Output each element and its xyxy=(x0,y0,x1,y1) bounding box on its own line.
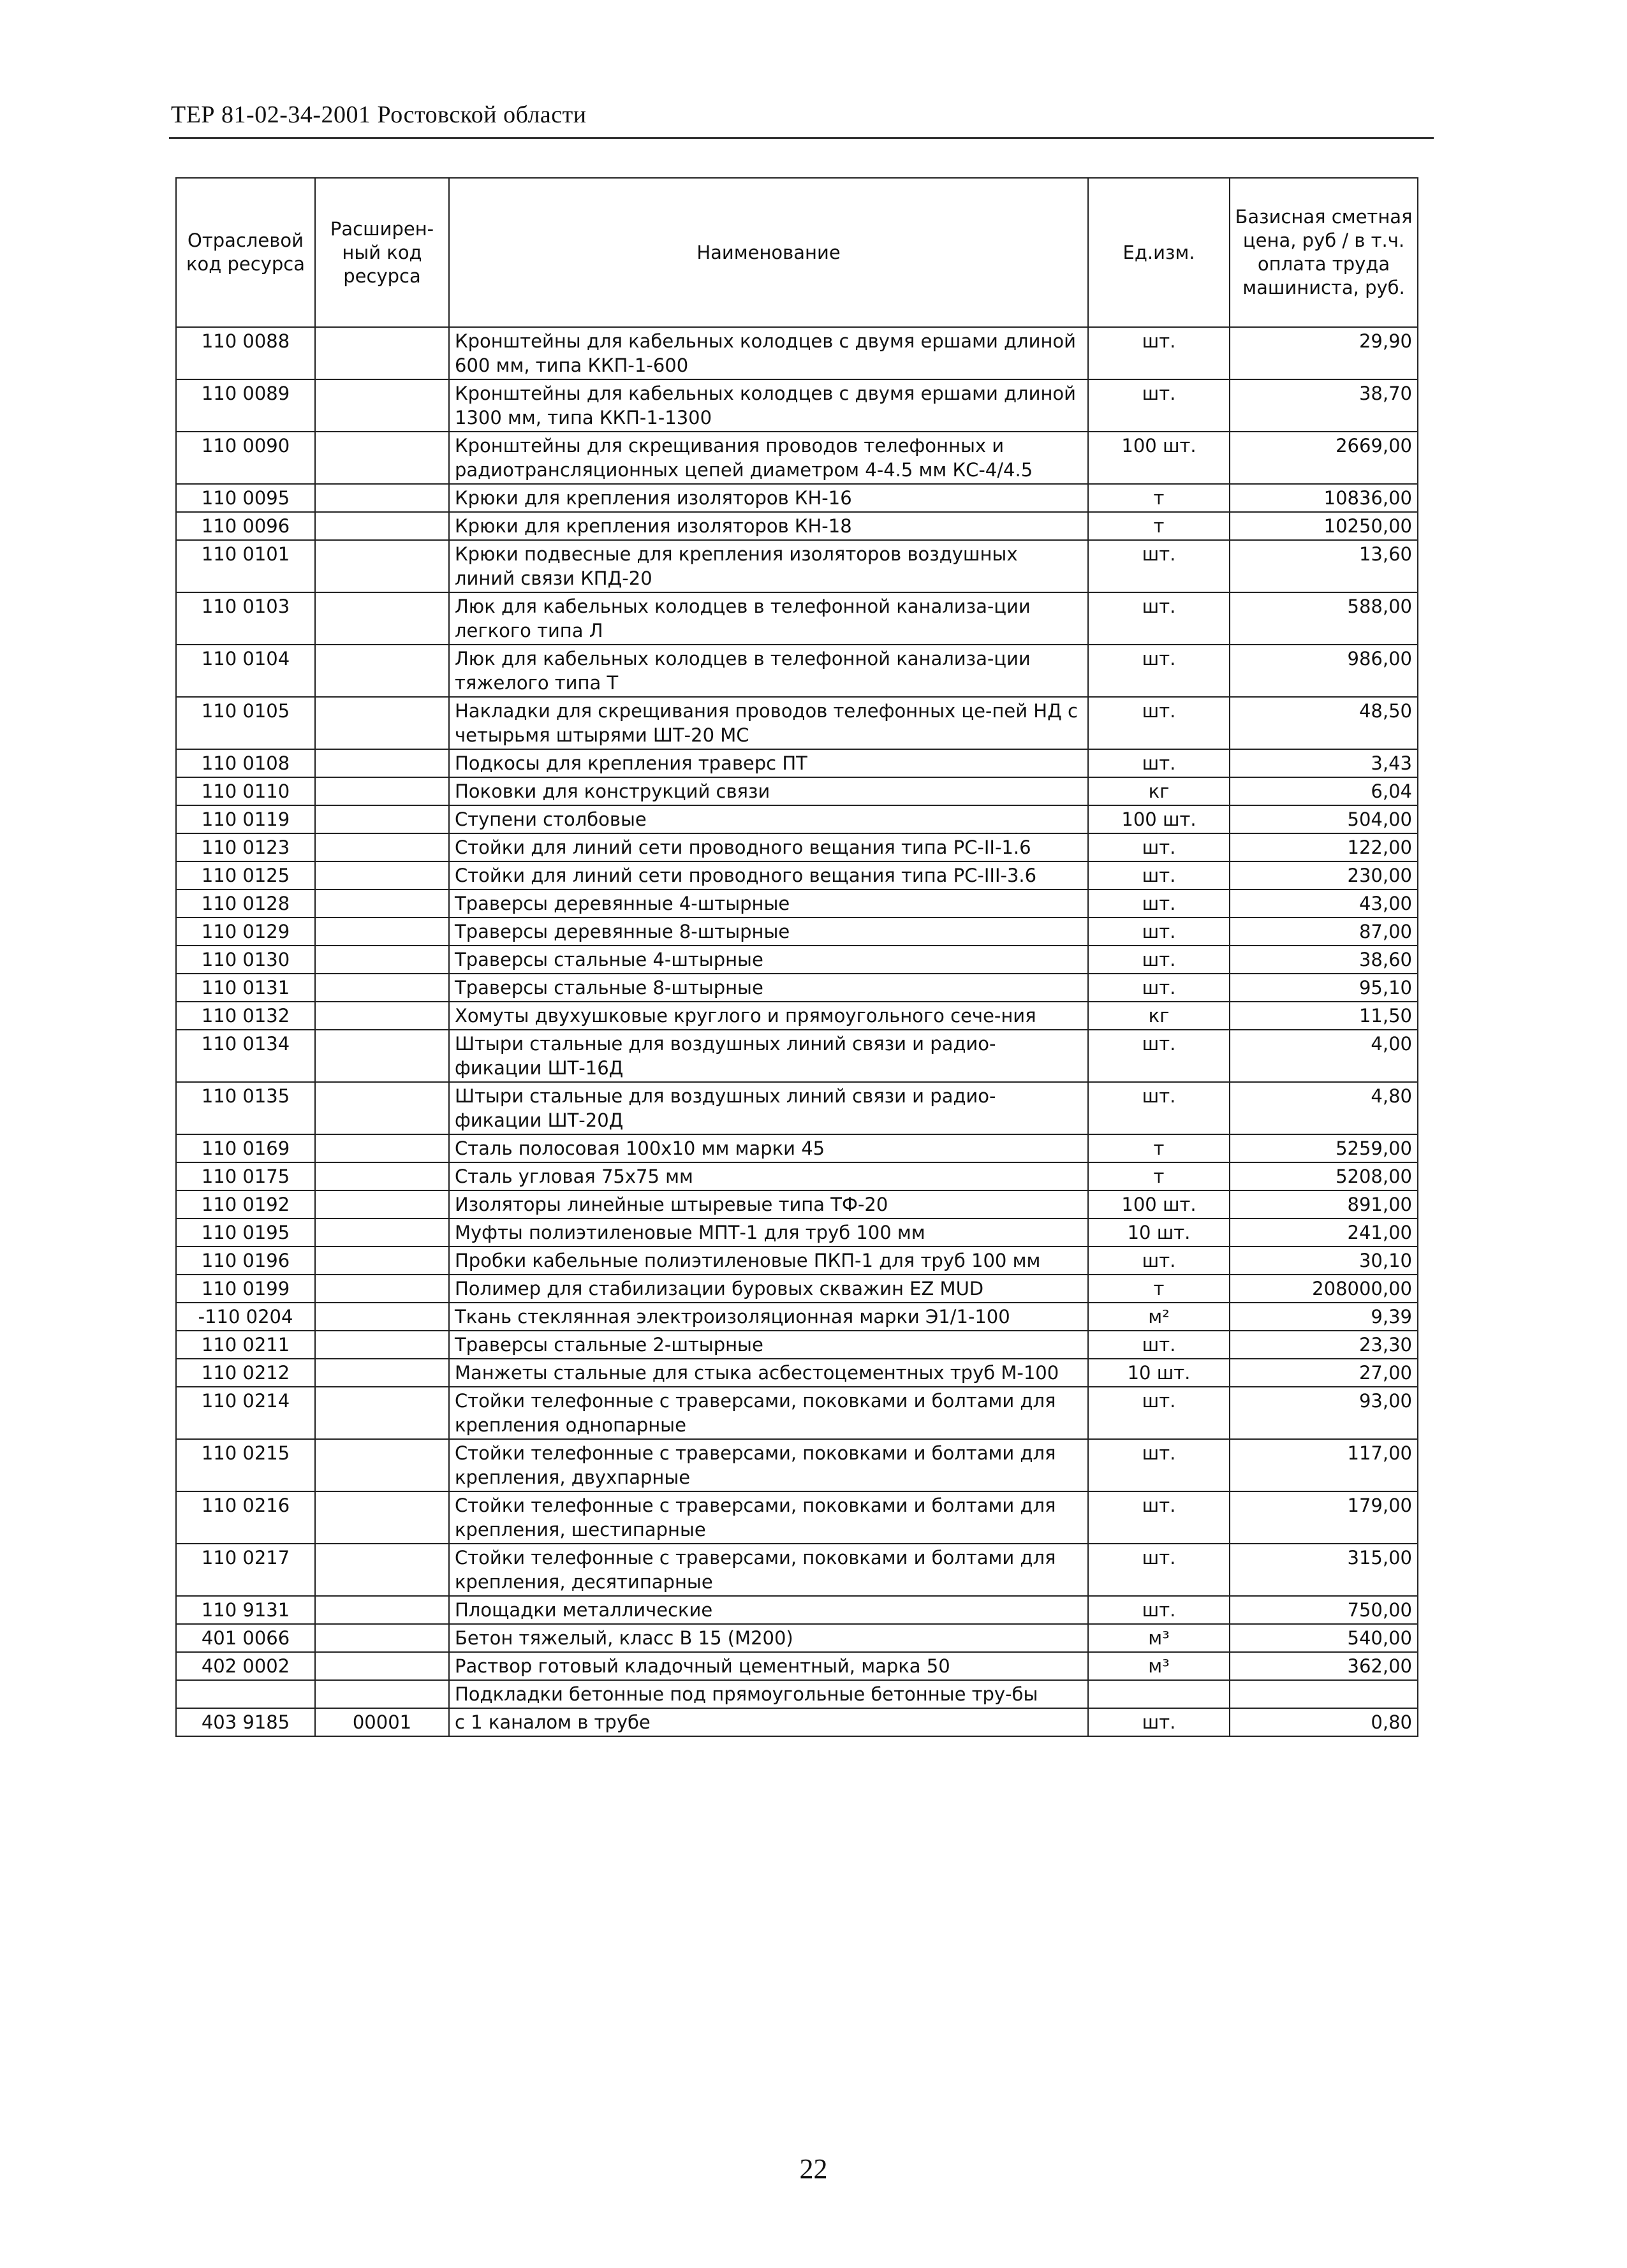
cell-name: Траверсы деревянные 4-штырные xyxy=(449,889,1088,918)
cell-industry-code: 110 0095 xyxy=(176,484,315,512)
cell-industry-code: 110 0192 xyxy=(176,1190,315,1218)
cell-name: Ступени столбовые xyxy=(449,805,1088,833)
cell-price: 0,80 xyxy=(1230,1708,1418,1736)
table-row xyxy=(176,1134,1418,1162)
table-row xyxy=(176,1652,1418,1680)
cell-industry-code: 110 0130 xyxy=(176,946,315,974)
table-row xyxy=(176,1162,1418,1190)
cell-unit: шт. xyxy=(1088,1491,1230,1544)
cell-industry-code: 110 0199 xyxy=(176,1275,315,1303)
cell-industry-code: 110 0125 xyxy=(176,861,315,889)
cell-price: 6,04 xyxy=(1230,777,1418,805)
cell-name: Площадки металлические xyxy=(449,1596,1088,1624)
cell-industry-code: 110 0104 xyxy=(176,645,315,697)
cell-unit: м³ xyxy=(1088,1652,1230,1680)
cell-price: 230,00 xyxy=(1230,861,1418,889)
cell-unit: шт. xyxy=(1088,1387,1230,1439)
table-row xyxy=(176,1218,1418,1247)
cell-name: Сталь угловая 75x75 мм xyxy=(449,1162,1088,1190)
cell-unit: шт. xyxy=(1088,974,1230,1002)
table-row xyxy=(176,1491,1418,1544)
cell-name: Кронштейны для скрещивания проводов телефонных и радиотрансляционных цепей диаметром 4-4.5 мм КС-4/4.5 xyxy=(449,432,1088,484)
table-row xyxy=(176,432,1418,484)
cell-industry-code: 110 0131 xyxy=(176,974,315,1002)
cell-price: 208000,00 xyxy=(1230,1275,1418,1303)
cell-unit: шт. xyxy=(1088,918,1230,946)
table-row xyxy=(176,592,1418,645)
cell-extended-code xyxy=(315,833,449,861)
cell-price: 2669,00 xyxy=(1230,432,1418,484)
cell-extended-code xyxy=(315,432,449,484)
table-row xyxy=(176,484,1418,512)
cell-unit: шт. xyxy=(1088,946,1230,974)
cell-unit: т xyxy=(1088,512,1230,540)
cell-name: Хомуты двухушковые круглого и прямоугольного сече-ния xyxy=(449,1002,1088,1030)
table-row xyxy=(176,974,1418,1002)
cell-extended-code xyxy=(315,889,449,918)
cell-unit: шт. xyxy=(1088,833,1230,861)
cell-name: Штыри стальные для воздушных линий связи и радио-фикации ШТ-20Д xyxy=(449,1082,1088,1134)
table-row xyxy=(176,1082,1418,1134)
cell-industry-code: 110 0195 xyxy=(176,1218,315,1247)
cell-extended-code xyxy=(315,592,449,645)
cell-extended-code xyxy=(315,1190,449,1218)
cell-name: Люк для кабельных колодцев в телефонной канализа-ции легкого типа Л xyxy=(449,592,1088,645)
cell-price: 10250,00 xyxy=(1230,512,1418,540)
cell-industry-code: 110 0096 xyxy=(176,512,315,540)
cell-name: Траверсы стальные 2-штырные xyxy=(449,1331,1088,1359)
cell-industry-code: 110 0212 xyxy=(176,1359,315,1387)
cell-name: Кронштейны для кабельных колодцев с двумя ершами длиной 600 мм, типа ККП-1-600 xyxy=(449,327,1088,379)
cell-price: 9,39 xyxy=(1230,1303,1418,1331)
cell-extended-code xyxy=(315,484,449,512)
cell-unit: т xyxy=(1088,484,1230,512)
table-row xyxy=(176,749,1418,777)
cell-industry-code: 110 0196 xyxy=(176,1247,315,1275)
cell-price: 95,10 xyxy=(1230,974,1418,1002)
cell-industry-code: 110 0119 xyxy=(176,805,315,833)
cell-industry-code: 110 0128 xyxy=(176,889,315,918)
page-number: 22 xyxy=(799,2153,828,2184)
table-row xyxy=(176,1190,1418,1218)
cell-unit: шт. xyxy=(1088,327,1230,379)
table-row xyxy=(176,833,1418,861)
cell-price: 48,50 xyxy=(1230,697,1418,749)
cell-extended-code xyxy=(315,1624,449,1652)
cell-name: Люк для кабельных колодцев в телефонной канализа-ции тяжелого типа Т xyxy=(449,645,1088,697)
cell-industry-code: 110 0108 xyxy=(176,749,315,777)
cell-extended-code xyxy=(315,777,449,805)
cell-extended-code xyxy=(315,861,449,889)
cell-unit: 100 шт. xyxy=(1088,805,1230,833)
cell-name: Стойки телефонные с траверсами, поковками и болтами для крепления, десятипарные xyxy=(449,1544,1088,1596)
cell-unit: т xyxy=(1088,1134,1230,1162)
cell-price: 986,00 xyxy=(1230,645,1418,697)
cell-extended-code xyxy=(315,1275,449,1303)
cell-unit: шт. xyxy=(1088,697,1230,749)
cell-extended-code xyxy=(315,1002,449,1030)
resource-price-table xyxy=(175,177,1418,1737)
cell-extended-code xyxy=(315,697,449,749)
cell-unit xyxy=(1088,1680,1230,1708)
cell-name: Стойки телефонные с траверсами, поковками и болтами для крепления, двухпарные xyxy=(449,1439,1088,1491)
cell-price: 10836,00 xyxy=(1230,484,1418,512)
cell-industry-code: 110 0105 xyxy=(176,697,315,749)
cell-name: Крюки для крепления изоляторов КН-16 xyxy=(449,484,1088,512)
table-row xyxy=(176,918,1418,946)
cell-name: Крюки для крепления изоляторов КН-18 xyxy=(449,512,1088,540)
cell-unit: т xyxy=(1088,1162,1230,1190)
cell-unit: шт. xyxy=(1088,749,1230,777)
cell-extended-code xyxy=(315,1303,449,1331)
cell-industry-code: 110 0132 xyxy=(176,1002,315,1030)
cell-price: 11,50 xyxy=(1230,1002,1418,1030)
table-row xyxy=(176,1544,1418,1596)
table-row xyxy=(176,1596,1418,1624)
cell-extended-code xyxy=(315,946,449,974)
cell-industry-code: 110 0214 xyxy=(176,1387,315,1439)
cell-unit: шт. xyxy=(1088,1596,1230,1624)
cell-extended-code xyxy=(315,1331,449,1359)
cell-price: 87,00 xyxy=(1230,918,1418,946)
cell-name: Стойки телефонные с траверсами, поковками и болтами для крепления однопарные xyxy=(449,1387,1088,1439)
table-row xyxy=(176,1624,1418,1652)
cell-unit: шт. xyxy=(1088,1082,1230,1134)
cell-extended-code xyxy=(315,1680,449,1708)
cell-extended-code: 00001 xyxy=(315,1708,449,1736)
cell-name: Траверсы стальные 4-штырные xyxy=(449,946,1088,974)
cell-industry-code: 110 0135 xyxy=(176,1082,315,1134)
cell-extended-code xyxy=(315,918,449,946)
cell-name: Штыри стальные для воздушных линий связи и радио-фикации ШТ-16Д xyxy=(449,1030,1088,1082)
cell-extended-code xyxy=(315,645,449,697)
cell-extended-code xyxy=(315,1134,449,1162)
table-row xyxy=(176,1030,1418,1082)
cell-price: 504,00 xyxy=(1230,805,1418,833)
cell-name: Муфты полиэтиленовые МПТ-1 для труб 100 мм xyxy=(449,1218,1088,1247)
cell-name: Стойки телефонные с траверсами, поковками и болтами для крепления, шестипарные xyxy=(449,1491,1088,1544)
cell-name: Подкосы для крепления траверс ПТ xyxy=(449,749,1088,777)
table-row xyxy=(176,1275,1418,1303)
cell-price: 4,00 xyxy=(1230,1030,1418,1082)
cell-industry-code: 110 0103 xyxy=(176,592,315,645)
document-header: ТЕР 81-02-34-2001 Ростовской области xyxy=(171,101,587,128)
cell-extended-code xyxy=(315,540,449,592)
cell-industry-code: 110 0216 xyxy=(176,1491,315,1544)
table-row xyxy=(176,805,1418,833)
cell-price: 13,60 xyxy=(1230,540,1418,592)
cell-extended-code xyxy=(315,1218,449,1247)
cell-unit: шт. xyxy=(1088,1708,1230,1736)
cell-unit: м² xyxy=(1088,1303,1230,1331)
cell-unit: 10 шт. xyxy=(1088,1218,1230,1247)
cell-unit: шт. xyxy=(1088,645,1230,697)
cell-price: 315,00 xyxy=(1230,1544,1418,1596)
cell-name: Стойки для линий сети проводного вещания типа РС-III-3.6 xyxy=(449,861,1088,889)
table-row xyxy=(176,861,1418,889)
cell-name: Кронштейны для кабельных колодцев с двумя ершами длиной 1300 мм, типа ККП-1-1300 xyxy=(449,379,1088,432)
cell-name: Раствор готовый кладочный цементный, марка 50 xyxy=(449,1652,1088,1680)
cell-industry-code: 110 0129 xyxy=(176,918,315,946)
cell-unit: шт. xyxy=(1088,889,1230,918)
cell-unit: шт. xyxy=(1088,1544,1230,1596)
cell-name: Пробки кабельные полиэтиленовые ПКП-1 для труб 100 мм xyxy=(449,1247,1088,1275)
cell-price: 891,00 xyxy=(1230,1190,1418,1218)
cell-industry-code: 110 0134 xyxy=(176,1030,315,1082)
table-row xyxy=(176,777,1418,805)
cell-industry-code: 110 0110 xyxy=(176,777,315,805)
cell-extended-code xyxy=(315,379,449,432)
column-header-industry-code: Отраслевой код ресурса xyxy=(176,178,315,327)
table-row xyxy=(176,1359,1418,1387)
cell-extended-code xyxy=(315,1387,449,1439)
cell-price: 5208,00 xyxy=(1230,1162,1418,1190)
cell-price: 5259,00 xyxy=(1230,1134,1418,1162)
cell-price: 362,00 xyxy=(1230,1652,1418,1680)
cell-price: 43,00 xyxy=(1230,889,1418,918)
cell-unit: шт. xyxy=(1088,540,1230,592)
table-row xyxy=(176,1439,1418,1491)
cell-name: Подкладки бетонные под прямоугольные бетонные тру-бы xyxy=(449,1680,1088,1708)
table-row xyxy=(176,1387,1418,1439)
cell-industry-code: 403 9185 xyxy=(176,1708,315,1736)
cell-unit: шт. xyxy=(1088,861,1230,889)
table-row xyxy=(176,946,1418,974)
cell-name: Траверсы деревянные 8-штырные xyxy=(449,918,1088,946)
table-row xyxy=(176,1331,1418,1359)
cell-price: 27,00 xyxy=(1230,1359,1418,1387)
table-row xyxy=(176,1303,1418,1331)
cell-industry-code: 401 0066 xyxy=(176,1624,315,1652)
table-header-row xyxy=(176,178,1418,327)
cell-price: 38,70 xyxy=(1230,379,1418,432)
column-header-base-price: Базисная сметная цена, руб / в т.ч. оплата труда машиниста, руб. xyxy=(1230,178,1418,327)
cell-industry-code: 110 0211 xyxy=(176,1331,315,1359)
cell-name: Сталь полосовая 100x10 мм марки 45 xyxy=(449,1134,1088,1162)
cell-extended-code xyxy=(315,1247,449,1275)
cell-unit: шт. xyxy=(1088,592,1230,645)
cell-unit: шт. xyxy=(1088,379,1230,432)
cell-industry-code: 110 0123 xyxy=(176,833,315,861)
cell-unit: шт. xyxy=(1088,1030,1230,1082)
table-row xyxy=(176,512,1418,540)
table-row xyxy=(176,379,1418,432)
table-row xyxy=(176,645,1418,697)
cell-industry-code: 110 0169 xyxy=(176,1134,315,1162)
cell-industry-code: 110 0089 xyxy=(176,379,315,432)
header-rule xyxy=(169,137,1434,139)
cell-price: 540,00 xyxy=(1230,1624,1418,1652)
cell-extended-code xyxy=(315,1082,449,1134)
cell-unit: шт. xyxy=(1088,1247,1230,1275)
cell-extended-code xyxy=(315,1439,449,1491)
cell-name: Манжеты стальные для стыка асбестоцементных труб М-100 xyxy=(449,1359,1088,1387)
cell-unit: шт. xyxy=(1088,1331,1230,1359)
cell-extended-code xyxy=(315,1491,449,1544)
cell-name: Изоляторы линейные штыревые типа ТФ-20 xyxy=(449,1190,1088,1218)
table-row xyxy=(176,1680,1418,1708)
cell-extended-code xyxy=(315,512,449,540)
cell-price: 4,80 xyxy=(1230,1082,1418,1134)
cell-name: Полимер для стабилизации буровых скважин EZ MUD xyxy=(449,1275,1088,1303)
cell-extended-code xyxy=(315,749,449,777)
cell-price: 30,10 xyxy=(1230,1247,1418,1275)
cell-industry-code: 110 0088 xyxy=(176,327,315,379)
cell-name: Стойки для линий сети проводного вещания типа РС-II-1.6 xyxy=(449,833,1088,861)
table-row xyxy=(176,889,1418,918)
cell-price: 38,60 xyxy=(1230,946,1418,974)
table-row xyxy=(176,327,1418,379)
cell-unit: 100 шт. xyxy=(1088,1190,1230,1218)
cell-name: Накладки для скрещивания проводов телефонных це-пей НД с четырьмя штырями ШТ-20 МС xyxy=(449,697,1088,749)
cell-name: с 1 каналом в трубе xyxy=(449,1708,1088,1736)
cell-name: Бетон тяжелый, класс В 15 (М200) xyxy=(449,1624,1088,1652)
cell-industry-code xyxy=(176,1680,315,1708)
cell-unit: т xyxy=(1088,1275,1230,1303)
cell-unit: м³ xyxy=(1088,1624,1230,1652)
cell-extended-code xyxy=(315,1030,449,1082)
cell-unit: шт. xyxy=(1088,1439,1230,1491)
cell-price: 750,00 xyxy=(1230,1596,1418,1624)
cell-unit: 10 шт. xyxy=(1088,1359,1230,1387)
table-row xyxy=(176,1002,1418,1030)
cell-industry-code: 110 0217 xyxy=(176,1544,315,1596)
column-header-name: Наименование xyxy=(449,178,1088,327)
cell-name: Траверсы стальные 8-штырные xyxy=(449,974,1088,1002)
cell-name: Поковки для конструкций связи xyxy=(449,777,1088,805)
cell-price: 179,00 xyxy=(1230,1491,1418,1544)
cell-industry-code: 110 0090 xyxy=(176,432,315,484)
cell-industry-code: 110 9131 xyxy=(176,1596,315,1624)
cell-extended-code xyxy=(315,1544,449,1596)
column-header-extended-code: Расширен-ный код ресурса xyxy=(315,178,449,327)
cell-industry-code: 110 0101 xyxy=(176,540,315,592)
cell-price: 122,00 xyxy=(1230,833,1418,861)
cell-price xyxy=(1230,1680,1418,1708)
cell-price: 588,00 xyxy=(1230,592,1418,645)
cell-name: Крюки подвесные для крепления изоляторов воздушных линий связи КПД-20 xyxy=(449,540,1088,592)
cell-price: 241,00 xyxy=(1230,1218,1418,1247)
cell-industry-code: 110 0215 xyxy=(176,1439,315,1491)
column-header-unit: Ед.изм. xyxy=(1088,178,1230,327)
table-row xyxy=(176,540,1418,592)
cell-name: Ткань стеклянная электроизоляционная марки Э1/1-100 xyxy=(449,1303,1088,1331)
cell-price: 23,30 xyxy=(1230,1331,1418,1359)
cell-industry-code: 110 0175 xyxy=(176,1162,315,1190)
cell-extended-code xyxy=(315,805,449,833)
cell-industry-code: -110 0204 xyxy=(176,1303,315,1331)
cell-extended-code xyxy=(315,1596,449,1624)
table-row xyxy=(176,1247,1418,1275)
cell-unit: кг xyxy=(1088,777,1230,805)
cell-unit: кг xyxy=(1088,1002,1230,1030)
cell-industry-code: 402 0002 xyxy=(176,1652,315,1680)
cell-extended-code xyxy=(315,1162,449,1190)
cell-price: 93,00 xyxy=(1230,1387,1418,1439)
cell-extended-code xyxy=(315,974,449,1002)
cell-extended-code xyxy=(315,1652,449,1680)
cell-extended-code xyxy=(315,1359,449,1387)
cell-price: 117,00 xyxy=(1230,1439,1418,1491)
table-row xyxy=(176,1708,1418,1736)
cell-price: 3,43 xyxy=(1230,749,1418,777)
cell-price: 29,90 xyxy=(1230,327,1418,379)
table-row xyxy=(176,697,1418,749)
cell-extended-code xyxy=(315,327,449,379)
cell-unit: 100 шт. xyxy=(1088,432,1230,484)
